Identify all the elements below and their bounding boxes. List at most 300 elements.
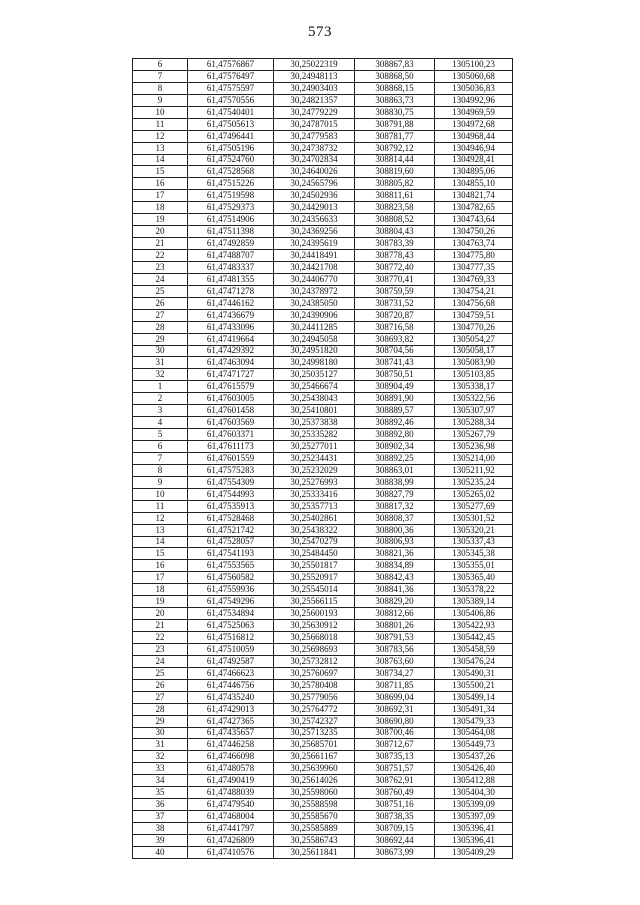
point-number-cell: 16 bbox=[133, 178, 188, 190]
table-row bbox=[133, 178, 513, 190]
longitude-cell: 30,25698693 bbox=[274, 643, 355, 655]
longitude-cell: 30,24406770 bbox=[274, 273, 355, 285]
point-number-cell: 16 bbox=[133, 560, 188, 572]
table-row bbox=[133, 608, 513, 620]
table-row bbox=[133, 703, 513, 715]
table-row bbox=[133, 715, 513, 727]
latitude-cell: 61,47510059 bbox=[188, 643, 274, 655]
latitude-cell: 61,47570556 bbox=[188, 94, 274, 106]
longitude-cell: 30,24903403 bbox=[274, 82, 355, 94]
latitude-cell: 61,47529373 bbox=[188, 202, 274, 214]
longitude-cell: 30,25566115 bbox=[274, 596, 355, 608]
table-row bbox=[133, 297, 513, 309]
point-number-cell: 10 bbox=[133, 488, 188, 500]
y-coordinate-cell: 1304756,68 bbox=[435, 297, 513, 309]
point-number-cell: 10 bbox=[133, 106, 188, 118]
point-number-cell: 37 bbox=[133, 811, 188, 823]
table-row bbox=[133, 190, 513, 202]
y-coordinate-cell: 1305267,79 bbox=[435, 429, 513, 441]
x-coordinate-cell: 308693,82 bbox=[355, 333, 435, 345]
table-row bbox=[133, 512, 513, 524]
table-row bbox=[133, 834, 513, 846]
y-coordinate-cell: 1305389,14 bbox=[435, 596, 513, 608]
point-number-cell: 29 bbox=[133, 715, 188, 727]
longitude-cell: 30,24951820 bbox=[274, 345, 355, 357]
point-number-cell: 6 bbox=[133, 59, 188, 71]
longitude-cell: 30,25035127 bbox=[274, 369, 355, 381]
y-coordinate-cell: 1305409,29 bbox=[435, 846, 513, 858]
longitude-cell: 30,25598060 bbox=[274, 787, 355, 799]
y-coordinate-cell: 1305396,41 bbox=[435, 834, 513, 846]
point-number-cell: 28 bbox=[133, 321, 188, 333]
point-number-cell: 6 bbox=[133, 441, 188, 453]
y-coordinate-cell: 1305464,08 bbox=[435, 727, 513, 739]
latitude-cell: 61,47410576 bbox=[188, 846, 274, 858]
longitude-cell: 30,24502936 bbox=[274, 190, 355, 202]
point-number-cell: 27 bbox=[133, 691, 188, 703]
table-row bbox=[133, 70, 513, 82]
latitude-cell: 61,47611173 bbox=[188, 441, 274, 453]
point-number-cell: 11 bbox=[133, 118, 188, 130]
latitude-cell: 61,47505613 bbox=[188, 118, 274, 130]
y-coordinate-cell: 1305479,33 bbox=[435, 715, 513, 727]
table-row bbox=[133, 226, 513, 238]
latitude-cell: 61,47525063 bbox=[188, 620, 274, 632]
latitude-cell: 61,47446162 bbox=[188, 297, 274, 309]
point-number-cell: 13 bbox=[133, 524, 188, 536]
table-row bbox=[133, 357, 513, 369]
latitude-cell: 61,47446258 bbox=[188, 739, 274, 751]
latitude-cell: 61,47615579 bbox=[188, 381, 274, 393]
longitude-cell: 30,24779583 bbox=[274, 130, 355, 142]
longitude-cell: 30,25614026 bbox=[274, 775, 355, 787]
longitude-cell: 30,25234431 bbox=[274, 452, 355, 464]
y-coordinate-cell: 1305211,92 bbox=[435, 464, 513, 476]
longitude-cell: 30,24421708 bbox=[274, 261, 355, 273]
y-coordinate-cell: 1304754,21 bbox=[435, 285, 513, 297]
x-coordinate-cell: 308829,20 bbox=[355, 596, 435, 608]
point-number-cell: 33 bbox=[133, 763, 188, 775]
longitude-cell: 30,25357713 bbox=[274, 500, 355, 512]
longitude-cell: 30,25545014 bbox=[274, 584, 355, 596]
latitude-cell: 61,47528468 bbox=[188, 512, 274, 524]
table-row bbox=[133, 620, 513, 632]
table-row bbox=[133, 572, 513, 584]
longitude-cell: 30,24565796 bbox=[274, 178, 355, 190]
x-coordinate-cell: 308868,50 bbox=[355, 70, 435, 82]
y-coordinate-cell: 1305036,83 bbox=[435, 82, 513, 94]
point-number-cell: 34 bbox=[133, 775, 188, 787]
table-row bbox=[133, 82, 513, 94]
point-number-cell: 7 bbox=[133, 70, 188, 82]
latitude-cell: 61,47553565 bbox=[188, 560, 274, 572]
latitude-cell: 61,47575597 bbox=[188, 82, 274, 94]
x-coordinate-cell: 308867,83 bbox=[355, 59, 435, 71]
longitude-cell: 30,25713235 bbox=[274, 727, 355, 739]
x-coordinate-cell: 308709,15 bbox=[355, 823, 435, 835]
point-number-cell: 28 bbox=[133, 703, 188, 715]
table-row bbox=[133, 739, 513, 751]
latitude-cell: 61,47603569 bbox=[188, 417, 274, 429]
longitude-cell: 30,25764772 bbox=[274, 703, 355, 715]
point-number-cell: 5 bbox=[133, 429, 188, 441]
y-coordinate-cell: 1305338,17 bbox=[435, 381, 513, 393]
point-number-cell: 7 bbox=[133, 452, 188, 464]
table-row bbox=[133, 154, 513, 166]
latitude-cell: 61,47481355 bbox=[188, 273, 274, 285]
latitude-cell: 61,47496441 bbox=[188, 130, 274, 142]
latitude-cell: 61,47441797 bbox=[188, 823, 274, 835]
table-row bbox=[133, 166, 513, 178]
point-number-cell: 20 bbox=[133, 608, 188, 620]
table-row bbox=[133, 393, 513, 405]
x-coordinate-cell: 308751,57 bbox=[355, 763, 435, 775]
x-coordinate-cell: 308760,49 bbox=[355, 787, 435, 799]
x-coordinate-cell: 308778,43 bbox=[355, 250, 435, 262]
y-coordinate-cell: 1305458,59 bbox=[435, 643, 513, 655]
y-coordinate-cell: 1304821,74 bbox=[435, 190, 513, 202]
latitude-cell: 61,47554309 bbox=[188, 476, 274, 488]
latitude-cell: 61,47603371 bbox=[188, 429, 274, 441]
longitude-cell: 30,25630912 bbox=[274, 620, 355, 632]
y-coordinate-cell: 1305406,86 bbox=[435, 608, 513, 620]
coordinates-table bbox=[132, 58, 513, 859]
y-coordinate-cell: 1305500,21 bbox=[435, 679, 513, 691]
x-coordinate-cell: 308791,88 bbox=[355, 118, 435, 130]
point-number-cell: 32 bbox=[133, 751, 188, 763]
x-coordinate-cell: 308808,37 bbox=[355, 512, 435, 524]
y-coordinate-cell: 1305265,02 bbox=[435, 488, 513, 500]
latitude-cell: 61,47544993 bbox=[188, 488, 274, 500]
x-coordinate-cell: 308863,01 bbox=[355, 464, 435, 476]
point-number-cell: 2 bbox=[133, 393, 188, 405]
point-number-cell: 12 bbox=[133, 130, 188, 142]
y-coordinate-cell: 1305476,24 bbox=[435, 655, 513, 667]
x-coordinate-cell: 308812,66 bbox=[355, 608, 435, 620]
x-coordinate-cell: 308889,57 bbox=[355, 405, 435, 417]
table-row bbox=[133, 811, 513, 823]
longitude-cell: 30,25277011 bbox=[274, 441, 355, 453]
x-coordinate-cell: 308692,31 bbox=[355, 703, 435, 715]
table-row bbox=[133, 273, 513, 285]
y-coordinate-cell: 1305426,40 bbox=[435, 763, 513, 775]
point-number-cell: 18 bbox=[133, 584, 188, 596]
y-coordinate-cell: 1304992,96 bbox=[435, 94, 513, 106]
y-coordinate-cell: 1304775,80 bbox=[435, 250, 513, 262]
latitude-cell: 61,47560582 bbox=[188, 572, 274, 584]
y-coordinate-cell: 1305277,69 bbox=[435, 500, 513, 512]
point-number-cell: 26 bbox=[133, 297, 188, 309]
x-coordinate-cell: 308772,40 bbox=[355, 261, 435, 273]
x-coordinate-cell: 308801,26 bbox=[355, 620, 435, 632]
table-row bbox=[133, 799, 513, 811]
x-coordinate-cell: 308808,52 bbox=[355, 214, 435, 226]
x-coordinate-cell: 308892,80 bbox=[355, 429, 435, 441]
table-row bbox=[133, 285, 513, 297]
point-number-cell: 12 bbox=[133, 512, 188, 524]
latitude-cell: 61,47524760 bbox=[188, 154, 274, 166]
x-coordinate-cell: 308827,79 bbox=[355, 488, 435, 500]
table-row bbox=[133, 751, 513, 763]
x-coordinate-cell: 308751,16 bbox=[355, 799, 435, 811]
point-number-cell: 17 bbox=[133, 572, 188, 584]
x-coordinate-cell: 308892,46 bbox=[355, 417, 435, 429]
table-row bbox=[133, 763, 513, 775]
latitude-cell: 61,47426809 bbox=[188, 834, 274, 846]
table-row bbox=[133, 548, 513, 560]
longitude-cell: 30,25742327 bbox=[274, 715, 355, 727]
table-row bbox=[133, 452, 513, 464]
y-coordinate-cell: 1305491,34 bbox=[435, 703, 513, 715]
x-coordinate-cell: 308821,36 bbox=[355, 548, 435, 560]
x-coordinate-cell: 308841,36 bbox=[355, 584, 435, 596]
latitude-cell: 61,47419664 bbox=[188, 333, 274, 345]
point-number-cell: 11 bbox=[133, 500, 188, 512]
longitude-cell: 30,25438043 bbox=[274, 393, 355, 405]
latitude-cell: 61,47519598 bbox=[188, 190, 274, 202]
x-coordinate-cell: 308863,73 bbox=[355, 94, 435, 106]
latitude-cell: 61,47511398 bbox=[188, 226, 274, 238]
table-row bbox=[133, 846, 513, 858]
latitude-cell: 61,47521742 bbox=[188, 524, 274, 536]
longitude-cell: 30,24395619 bbox=[274, 238, 355, 250]
latitude-cell: 61,47603005 bbox=[188, 393, 274, 405]
longitude-cell: 30,25520917 bbox=[274, 572, 355, 584]
y-coordinate-cell: 1305320,21 bbox=[435, 524, 513, 536]
longitude-cell: 30,25276993 bbox=[274, 476, 355, 488]
latitude-cell: 61,47435240 bbox=[188, 691, 274, 703]
longitude-cell: 30,25585670 bbox=[274, 811, 355, 823]
longitude-cell: 30,25732812 bbox=[274, 655, 355, 667]
longitude-cell: 30,25668018 bbox=[274, 632, 355, 644]
longitude-cell: 30,24369256 bbox=[274, 226, 355, 238]
longitude-cell: 30,25779056 bbox=[274, 691, 355, 703]
latitude-cell: 61,47528568 bbox=[188, 166, 274, 178]
x-coordinate-cell: 308904,49 bbox=[355, 381, 435, 393]
y-coordinate-cell: 1305396,41 bbox=[435, 823, 513, 835]
latitude-cell: 61,47471278 bbox=[188, 285, 274, 297]
latitude-cell: 61,47559936 bbox=[188, 584, 274, 596]
y-coordinate-cell: 1305100,23 bbox=[435, 59, 513, 71]
point-number-cell: 21 bbox=[133, 620, 188, 632]
point-number-cell: 35 bbox=[133, 787, 188, 799]
point-number-cell: 22 bbox=[133, 632, 188, 644]
latitude-cell: 61,47471727 bbox=[188, 369, 274, 381]
y-coordinate-cell: 1305422,93 bbox=[435, 620, 513, 632]
x-coordinate-cell: 308817,32 bbox=[355, 500, 435, 512]
point-number-cell: 23 bbox=[133, 261, 188, 273]
table-row bbox=[133, 369, 513, 381]
longitude-cell: 30,25484450 bbox=[274, 548, 355, 560]
latitude-cell: 61,47466623 bbox=[188, 667, 274, 679]
longitude-cell: 30,25022319 bbox=[274, 59, 355, 71]
longitude-cell: 30,24779229 bbox=[274, 106, 355, 118]
x-coordinate-cell: 308738,35 bbox=[355, 811, 435, 823]
coordinates-table-body bbox=[133, 59, 513, 859]
x-coordinate-cell: 308673,99 bbox=[355, 846, 435, 858]
x-coordinate-cell: 308823,58 bbox=[355, 202, 435, 214]
y-coordinate-cell: 1305437,26 bbox=[435, 751, 513, 763]
longitude-cell: 30,24385050 bbox=[274, 297, 355, 309]
point-number-cell: 23 bbox=[133, 643, 188, 655]
table-row bbox=[133, 536, 513, 548]
y-coordinate-cell: 1304770,26 bbox=[435, 321, 513, 333]
point-number-cell: 29 bbox=[133, 333, 188, 345]
latitude-cell: 61,47488707 bbox=[188, 250, 274, 262]
point-number-cell: 9 bbox=[133, 94, 188, 106]
latitude-cell: 61,47576497 bbox=[188, 70, 274, 82]
y-coordinate-cell: 1305322,56 bbox=[435, 393, 513, 405]
longitude-cell: 30,24948113 bbox=[274, 70, 355, 82]
longitude-cell: 30,25466674 bbox=[274, 381, 355, 393]
longitude-cell: 30,24356633 bbox=[274, 214, 355, 226]
y-coordinate-cell: 1305404,30 bbox=[435, 787, 513, 799]
x-coordinate-cell: 308783,56 bbox=[355, 643, 435, 655]
y-coordinate-cell: 1305307,97 bbox=[435, 405, 513, 417]
point-number-cell: 1 bbox=[133, 381, 188, 393]
table-row bbox=[133, 464, 513, 476]
x-coordinate-cell: 308735,13 bbox=[355, 751, 435, 763]
x-coordinate-cell: 308690,80 bbox=[355, 715, 435, 727]
latitude-cell: 61,47514906 bbox=[188, 214, 274, 226]
latitude-cell: 61,47535913 bbox=[188, 500, 274, 512]
latitude-cell: 61,47534894 bbox=[188, 608, 274, 620]
x-coordinate-cell: 308712,67 bbox=[355, 739, 435, 751]
longitude-cell: 30,25501817 bbox=[274, 560, 355, 572]
longitude-cell: 30,25611841 bbox=[274, 846, 355, 858]
table-row bbox=[133, 488, 513, 500]
point-number-cell: 15 bbox=[133, 548, 188, 560]
x-coordinate-cell: 308868,15 bbox=[355, 82, 435, 94]
y-coordinate-cell: 1304759,51 bbox=[435, 309, 513, 321]
y-coordinate-cell: 1304750,26 bbox=[435, 226, 513, 238]
latitude-cell: 61,47492859 bbox=[188, 238, 274, 250]
table-row bbox=[133, 500, 513, 512]
table-row bbox=[133, 261, 513, 273]
table-row bbox=[133, 106, 513, 118]
x-coordinate-cell: 308704,56 bbox=[355, 345, 435, 357]
x-coordinate-cell: 308762,91 bbox=[355, 775, 435, 787]
y-coordinate-cell: 1304769,33 bbox=[435, 273, 513, 285]
longitude-cell: 30,25232029 bbox=[274, 464, 355, 476]
longitude-cell: 30,25588598 bbox=[274, 799, 355, 811]
longitude-cell: 30,25410801 bbox=[274, 405, 355, 417]
point-number-cell: 26 bbox=[133, 679, 188, 691]
latitude-cell: 61,47528057 bbox=[188, 536, 274, 548]
x-coordinate-cell: 308805,82 bbox=[355, 178, 435, 190]
point-number-cell: 24 bbox=[133, 655, 188, 667]
longitude-cell: 30,25333416 bbox=[274, 488, 355, 500]
latitude-cell: 61,47480578 bbox=[188, 763, 274, 775]
latitude-cell: 61,47468004 bbox=[188, 811, 274, 823]
table-row bbox=[133, 118, 513, 130]
table-row bbox=[133, 596, 513, 608]
point-number-cell: 3 bbox=[133, 405, 188, 417]
point-number-cell: 30 bbox=[133, 727, 188, 739]
point-number-cell: 21 bbox=[133, 238, 188, 250]
x-coordinate-cell: 308716,58 bbox=[355, 321, 435, 333]
table-row bbox=[133, 632, 513, 644]
longitude-cell: 30,24640026 bbox=[274, 166, 355, 178]
x-coordinate-cell: 308819,60 bbox=[355, 166, 435, 178]
latitude-cell: 61,47575283 bbox=[188, 464, 274, 476]
y-coordinate-cell: 1305060,68 bbox=[435, 70, 513, 82]
y-coordinate-cell: 1305442,45 bbox=[435, 632, 513, 644]
point-number-cell: 9 bbox=[133, 476, 188, 488]
x-coordinate-cell: 308781,77 bbox=[355, 130, 435, 142]
x-coordinate-cell: 308834,89 bbox=[355, 560, 435, 572]
y-coordinate-cell: 1304777,35 bbox=[435, 261, 513, 273]
table-row bbox=[133, 524, 513, 536]
x-coordinate-cell: 308750,51 bbox=[355, 369, 435, 381]
page-number: 573 bbox=[308, 24, 332, 40]
y-coordinate-cell: 1304855,10 bbox=[435, 178, 513, 190]
longitude-cell: 30,25438322 bbox=[274, 524, 355, 536]
y-coordinate-cell: 1305499,14 bbox=[435, 691, 513, 703]
latitude-cell: 61,47435657 bbox=[188, 727, 274, 739]
point-number-cell: 25 bbox=[133, 667, 188, 679]
table-row bbox=[133, 345, 513, 357]
table-row bbox=[133, 405, 513, 417]
point-number-cell: 18 bbox=[133, 202, 188, 214]
point-number-cell: 22 bbox=[133, 250, 188, 262]
latitude-cell: 61,47540401 bbox=[188, 106, 274, 118]
y-coordinate-cell: 1305288,34 bbox=[435, 417, 513, 429]
y-coordinate-cell: 1305236,98 bbox=[435, 441, 513, 453]
longitude-cell: 30,24945058 bbox=[274, 333, 355, 345]
table-row bbox=[133, 655, 513, 667]
latitude-cell: 61,47479540 bbox=[188, 799, 274, 811]
longitude-cell: 30,24390906 bbox=[274, 309, 355, 321]
x-coordinate-cell: 308759,59 bbox=[355, 285, 435, 297]
y-coordinate-cell: 1305399,09 bbox=[435, 799, 513, 811]
y-coordinate-cell: 1305345,38 bbox=[435, 548, 513, 560]
longitude-cell: 30,25402861 bbox=[274, 512, 355, 524]
y-coordinate-cell: 1304972,68 bbox=[435, 118, 513, 130]
latitude-cell: 61,47541193 bbox=[188, 548, 274, 560]
y-coordinate-cell: 1305058,17 bbox=[435, 345, 513, 357]
y-coordinate-cell: 1304946,94 bbox=[435, 142, 513, 154]
x-coordinate-cell: 308891,90 bbox=[355, 393, 435, 405]
point-number-cell: 13 bbox=[133, 142, 188, 154]
x-coordinate-cell: 308800,36 bbox=[355, 524, 435, 536]
latitude-cell: 61,47601458 bbox=[188, 405, 274, 417]
point-number-cell: 4 bbox=[133, 417, 188, 429]
latitude-cell: 61,47483337 bbox=[188, 261, 274, 273]
latitude-cell: 61,47549296 bbox=[188, 596, 274, 608]
latitude-cell: 61,47515226 bbox=[188, 178, 274, 190]
longitude-cell: 30,24429013 bbox=[274, 202, 355, 214]
x-coordinate-cell: 308806,93 bbox=[355, 536, 435, 548]
latitude-cell: 61,47601559 bbox=[188, 452, 274, 464]
y-coordinate-cell: 1304895,06 bbox=[435, 166, 513, 178]
y-coordinate-cell: 1304969,59 bbox=[435, 106, 513, 118]
longitude-cell: 30,25780408 bbox=[274, 679, 355, 691]
latitude-cell: 61,47433096 bbox=[188, 321, 274, 333]
point-number-cell: 27 bbox=[133, 309, 188, 321]
longitude-cell: 30,24998180 bbox=[274, 357, 355, 369]
longitude-cell: 30,24702834 bbox=[274, 154, 355, 166]
table-row bbox=[133, 321, 513, 333]
latitude-cell: 61,47492587 bbox=[188, 655, 274, 667]
longitude-cell: 30,25373838 bbox=[274, 417, 355, 429]
point-number-cell: 14 bbox=[133, 154, 188, 166]
y-coordinate-cell: 1305365,40 bbox=[435, 572, 513, 584]
x-coordinate-cell: 308700,46 bbox=[355, 727, 435, 739]
x-coordinate-cell: 308692,44 bbox=[355, 834, 435, 846]
y-coordinate-cell: 1305083,90 bbox=[435, 357, 513, 369]
longitude-cell: 30,24821357 bbox=[274, 94, 355, 106]
